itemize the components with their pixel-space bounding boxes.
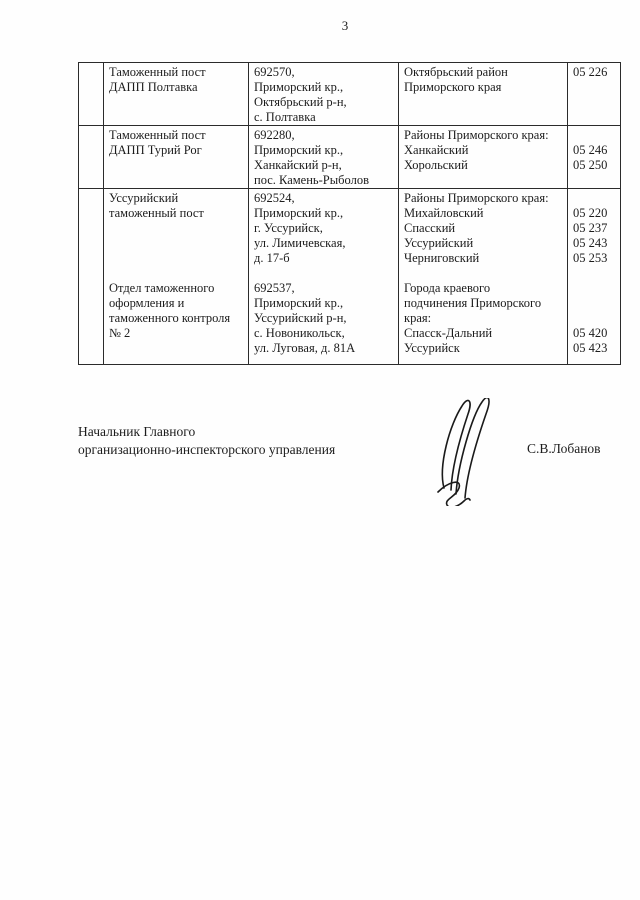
cell-post-name: Таможенный пост ДАПП Полтавка bbox=[104, 63, 249, 126]
cell-region: Районы Приморского края: Михайловский Спасский Уссурийский Черниговский Города краевого подчинения Приморского края: Спасск-Дальний Уссурийск bbox=[399, 189, 568, 365]
table-row bbox=[79, 189, 621, 365]
table-row bbox=[79, 126, 621, 189]
cell-post-name: Таможенный пост ДАПП Турий Рог bbox=[104, 126, 249, 189]
cell-code: 05 226 bbox=[568, 63, 621, 126]
cell-region: Октябрьский район Приморского края bbox=[399, 63, 568, 126]
cell-index bbox=[79, 189, 104, 365]
cell-index bbox=[79, 63, 104, 126]
cell-code: 05 246 05 250 bbox=[568, 126, 621, 189]
cell-index bbox=[79, 126, 104, 189]
cell-post-address: 692524, Приморский кр., г. Уссурийск, ул. Лимичевская, д. 17-б 692537, Приморский кр., Уссурийский р-н, с. Новоникольск, ул. Луговая, д. 81А bbox=[249, 189, 399, 365]
page-number: 3 bbox=[341, 18, 349, 33]
cell-region: Районы Приморского края: Ханкайский Хорольский bbox=[399, 126, 568, 189]
cell-post-address: 692280, Приморский кр., Ханкайский р-н, пос. Камень-Рыболов bbox=[249, 126, 399, 189]
cell-post-name: Уссурийский таможенный пост Отдел таможенного оформления и таможенного контроля № 2 bbox=[104, 189, 249, 365]
cell-code: 05 220 05 237 05 243 05 253 05 420 05 423 bbox=[568, 189, 621, 365]
table-row bbox=[79, 63, 621, 126]
cell-post-address: 692570, Приморский кр., Октябрьский р-н, с. Полтавка bbox=[249, 63, 399, 126]
signer-title: Начальник Главного организационно-инспекторского управления bbox=[78, 424, 336, 457]
signer-name: С.В.Лобанов bbox=[527, 441, 601, 456]
customs-posts-table bbox=[78, 62, 621, 365]
handwritten-signature bbox=[426, 398, 516, 506]
